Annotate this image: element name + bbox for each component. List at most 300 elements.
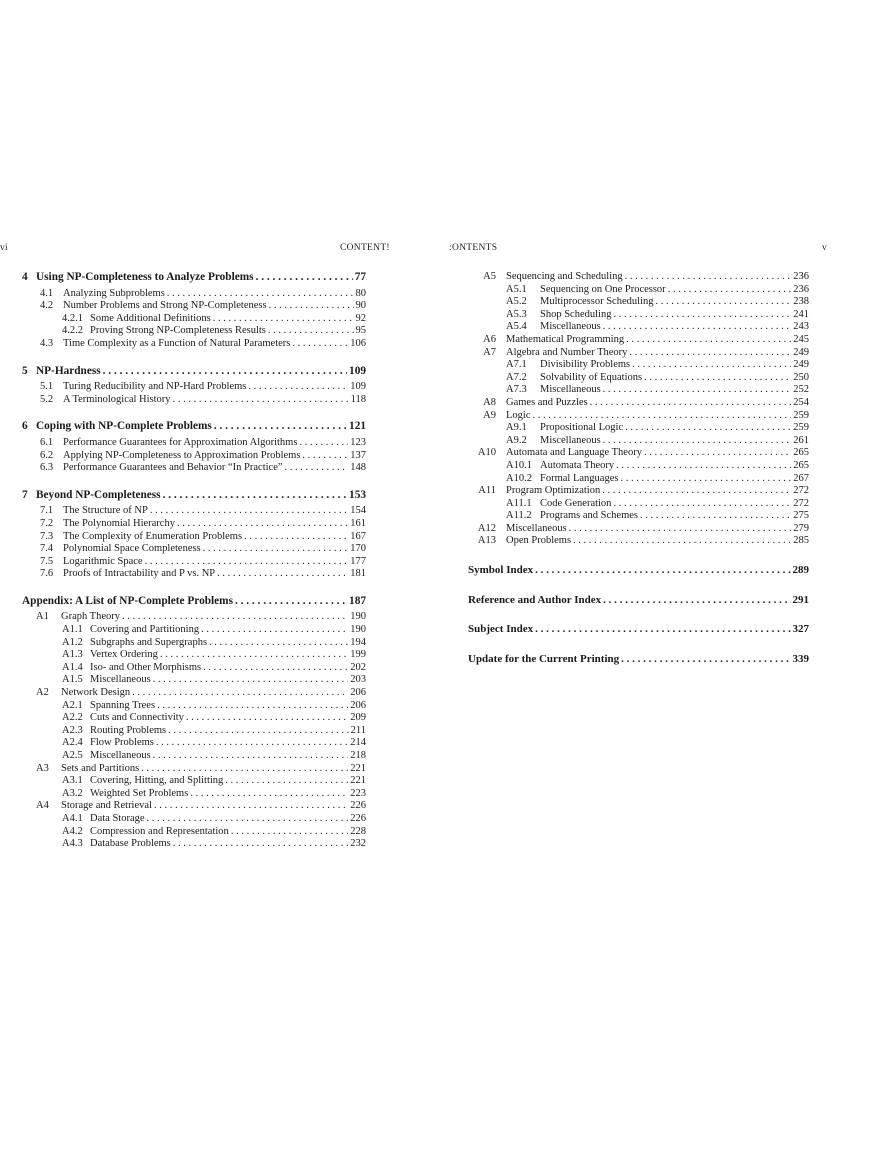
- dot-leader: [603, 321, 792, 334]
- toc-entry-a7-1: [468, 359, 809, 372]
- toc-entry-a1-4: [22, 662, 366, 675]
- toc-entry-title: Using NP-Completeness to Analyze Problems: [36, 271, 254, 283]
- dot-leader: [603, 594, 790, 607]
- toc-entry-a4: [22, 800, 366, 813]
- toc-entry-a5-4: [468, 321, 809, 334]
- toc-entry-number: A7: [483, 346, 496, 358]
- toc-entry-5-2: [22, 394, 366, 407]
- toc-entry-page: 177: [350, 555, 366, 567]
- toc-right-column: [468, 271, 809, 665]
- toc-entry-title: Open Problems: [506, 535, 572, 547]
- toc-entry-page: 109: [349, 364, 366, 377]
- toc-entry-title: Logarithmic Space: [63, 555, 143, 567]
- toc-entry-page: 279: [793, 522, 809, 534]
- toc-entry-5-1: [22, 381, 366, 394]
- toc-entry-number: 7.6: [40, 568, 54, 580]
- toc-entry-number: A9.1: [506, 422, 527, 434]
- dot-leader: [153, 750, 349, 763]
- toc-entry-number: 7.3: [40, 530, 54, 542]
- dot-leader: [154, 800, 348, 813]
- toc-entry-page: 265: [793, 459, 809, 471]
- dot-leader: [214, 420, 347, 433]
- toc-entry-number: A10.2: [506, 472, 532, 484]
- toc-entry-a13: [468, 535, 809, 548]
- toc-entry-number: A13: [477, 535, 496, 547]
- toc-entry-page: 272: [793, 497, 809, 509]
- toc-entry-title: Analyzing Subproblems: [63, 287, 165, 299]
- toc-entry-6-1: [22, 437, 366, 450]
- dot-leader: [299, 437, 348, 450]
- dot-leader: [167, 288, 354, 301]
- dot-leader: [153, 674, 349, 687]
- toc-entry-a11-1: [468, 498, 809, 511]
- dot-leader: [613, 309, 791, 322]
- toc-entry-a4-2: [22, 826, 366, 839]
- dot-leader: [644, 447, 791, 460]
- toc-entry-number: A2.3: [62, 724, 83, 736]
- toc-entry-page: 202: [350, 661, 366, 673]
- toc-entry-4-2-2: [22, 325, 366, 338]
- toc-entry-number: A10: [477, 447, 496, 459]
- dot-leader: [203, 662, 348, 675]
- dot-leader: [285, 462, 349, 475]
- toc-entry-number: 7: [22, 488, 28, 501]
- toc-entry-number: 4.1: [40, 287, 54, 299]
- toc-entry-a2-2: [22, 712, 366, 725]
- toc-entry-page: 267: [793, 472, 809, 484]
- toc-entry-title: Program Optimization: [506, 485, 601, 497]
- dot-leader: [244, 531, 348, 544]
- toc-entry-title: The Polynomial Hierarchy: [63, 517, 175, 529]
- toc-entry-page: 148: [350, 462, 366, 474]
- toc-entry-a4-1: [22, 813, 366, 826]
- toc-entry-title: Mathematical Programming: [506, 333, 625, 345]
- toc-entry-a4-3: [22, 838, 366, 851]
- dot-leader: [625, 271, 792, 284]
- toc-entry-page: 228: [350, 825, 366, 837]
- dot-leader: [629, 347, 791, 360]
- toc-entry-number: A4: [36, 800, 49, 812]
- toc-entry-number: A7.3: [506, 384, 527, 396]
- dot-leader: [668, 284, 792, 297]
- toc-entry-4-2: [22, 300, 366, 313]
- dot-leader: [613, 498, 791, 511]
- toc-entry-a2-5: [22, 750, 366, 763]
- toc-entry-5: [22, 365, 366, 378]
- toc-entry-page: 206: [350, 699, 366, 711]
- toc-entry-title: Proofs of Intractability and P vs. NP: [63, 568, 216, 580]
- toc-entry-4: [22, 271, 366, 284]
- dot-leader: [157, 700, 348, 713]
- toc-entry-title: Appendix: A List of NP-Complete Problems: [22, 594, 233, 607]
- toc-entry-a2-1: [22, 700, 366, 713]
- toc-entry-title: Weighted Set Problems: [90, 787, 189, 799]
- dot-leader: [141, 763, 348, 776]
- toc-entry-a12: [468, 523, 809, 536]
- toc-entry-number: 6.2: [40, 449, 54, 461]
- back-matter-entry: [468, 564, 809, 577]
- toc-entry-page: 226: [350, 800, 366, 812]
- toc-entry-number: A9: [483, 409, 496, 421]
- dot-leader: [644, 372, 791, 385]
- toc-entry-a5-1: [468, 284, 809, 297]
- toc-entry-page: 167: [350, 530, 366, 542]
- toc-entry-title: Solvability of Equations: [540, 371, 643, 383]
- toc-entry-title: Spanning Trees: [90, 699, 156, 711]
- toc-entry-7-2: [22, 518, 366, 531]
- toc-entry-page: 92: [355, 312, 366, 324]
- toc-entry-page: 137: [350, 449, 366, 461]
- toc-entry-page: 272: [793, 485, 809, 497]
- toc-entry-title: Applying NP-Completeness to Approximation Problems: [63, 449, 301, 461]
- toc-entry-title: Time Complexity as a Function of Natural Parameters: [63, 337, 291, 349]
- toc-entry-title: Compression and Representation: [90, 825, 229, 837]
- toc-entry-page: 77: [354, 271, 366, 283]
- toc-entry-page: 265: [793, 447, 809, 459]
- toc-entry-page: 109: [350, 381, 366, 393]
- toc-entry-title: Graph Theory: [61, 611, 120, 623]
- dot-leader: [217, 568, 348, 581]
- toc-entry-page: 95: [355, 325, 366, 337]
- toc-entry-7-1: [22, 505, 366, 518]
- toc-entry-a3-2: [22, 788, 366, 801]
- toc-entry-number: 6: [22, 420, 28, 433]
- toc-entry-page: 211: [350, 724, 366, 736]
- toc-entry-page: 243: [793, 321, 809, 333]
- dot-leader: [213, 313, 354, 326]
- toc-entry-page: 121: [349, 420, 366, 433]
- toc-entry-title: Miscellaneous: [90, 750, 151, 761]
- toc-entry-title: Coping with NP-Complete Problems: [36, 420, 212, 433]
- toc-entry-number: A11.1: [506, 497, 532, 509]
- toc-entry-page: 118: [350, 393, 366, 405]
- toc-entry-number: 6.1: [40, 436, 54, 448]
- toc-entry-number: A3.1: [62, 775, 83, 787]
- dot-leader: [201, 624, 348, 637]
- dot-leader: [535, 623, 790, 636]
- toc-entry-title: Network Design: [61, 687, 131, 699]
- toc-entry-title: Sets and Partitions: [61, 762, 140, 774]
- toc-entry-number: A1.1: [62, 624, 83, 636]
- toc-entry-title: Covering and Partitioning: [90, 624, 200, 636]
- toc-entry-page: 90: [355, 300, 366, 312]
- dot-leader: [235, 595, 347, 608]
- toc-entry-a11-2: [468, 510, 809, 523]
- toc-entry-title: Subgraphs and Supergraphs: [90, 636, 208, 648]
- toc-entry-number: 5.1: [40, 381, 54, 393]
- toc-entry-a2-4: [22, 737, 366, 750]
- toc-back-matter: [468, 564, 809, 665]
- toc-entry-page: 218: [350, 750, 366, 761]
- toc-entry-a5-3: [468, 309, 809, 322]
- toc-entry-page: 250: [793, 371, 809, 383]
- toc-entry-number: 6.3: [40, 462, 54, 474]
- toc-entry-page: 106: [350, 337, 366, 349]
- toc-entry-page: 252: [793, 384, 809, 396]
- toc-entry-title: Vertex Ordering: [90, 649, 158, 661]
- toc-entry-a5: [468, 271, 809, 284]
- toc-entry-title: Database Problems: [90, 838, 171, 850]
- toc-entry-4-1: [22, 288, 366, 301]
- back-matter-page: 327: [792, 623, 809, 636]
- back-matter-page: 339: [792, 652, 809, 665]
- toc-entry-number: A1.4: [62, 661, 83, 673]
- toc-entry-a2: [22, 687, 366, 700]
- toc-entry-title: Some Additional Definitions: [90, 312, 211, 324]
- toc-entry-title: Miscellaneous: [540, 321, 601, 333]
- toc-entry-number: A12: [477, 522, 496, 534]
- dot-leader: [620, 473, 791, 486]
- toc-entry-page: 236: [793, 283, 809, 295]
- dot-leader: [603, 435, 792, 448]
- left-running-head: CONTENT!: [340, 243, 390, 253]
- toc-entry-number: 7.1: [40, 505, 54, 517]
- toc-appendix-continued: [468, 271, 809, 548]
- toc-entry-number: A7.2: [506, 371, 527, 383]
- dot-leader: [632, 359, 791, 372]
- dot-leader: [103, 365, 347, 378]
- back-matter-entry: [468, 594, 809, 607]
- toc-entry-title: Shop Scheduling: [540, 308, 612, 320]
- toc-entry-number: A1.5: [62, 674, 83, 686]
- dot-leader: [655, 296, 791, 309]
- toc-entry-page: 238: [793, 296, 809, 308]
- toc-entry-number: A5.1: [506, 283, 527, 295]
- toc-entry-number: A11: [478, 485, 496, 497]
- right-running-head: :ONTENTS: [449, 243, 498, 253]
- toc-entry-title: Routing Problems: [90, 724, 167, 736]
- toc-entry-number: 7.4: [40, 543, 54, 555]
- toc-entry-page: 209: [350, 712, 366, 724]
- back-matter-title: Subject Index: [468, 623, 534, 636]
- toc-entry-title: Automata Theory: [540, 459, 615, 471]
- toc-entry-page: 190: [350, 624, 366, 636]
- toc-entry-number: A7.1: [506, 359, 527, 371]
- toc-entry-title: The Complexity of Enumeration Problems: [63, 530, 243, 542]
- toc-entry-number: A2: [36, 687, 49, 699]
- dot-leader: [225, 775, 348, 788]
- toc-entry-page: 190: [350, 611, 366, 623]
- toc-entry-number: A2.2: [62, 712, 83, 724]
- toc-entry-number: A2.4: [62, 737, 83, 749]
- toc-entry-page: 221: [350, 775, 366, 787]
- dot-leader: [603, 384, 792, 397]
- toc-entry-number: 4.2: [40, 300, 54, 312]
- toc-entry-title: Covering, Hitting, and Splitting: [90, 775, 224, 787]
- back-matter-page: 289: [792, 564, 809, 577]
- toc-entry-a3-1: [22, 775, 366, 788]
- toc-entry-page: 259: [793, 422, 809, 434]
- toc-entry-page: 181: [350, 568, 366, 580]
- toc-entry-title: Performance Guarantees for Approximation Algorithms: [63, 436, 298, 448]
- toc-entry-page: 285: [793, 535, 809, 547]
- toc-entry-page: 249: [793, 346, 809, 358]
- toc-entry-title: Divisibility Problems: [540, 359, 631, 371]
- toc-entry-a9: [468, 410, 809, 423]
- toc-entry-page: 194: [350, 636, 366, 648]
- toc-entry-page: 187: [349, 594, 366, 607]
- toc-entry-number: 4.3: [40, 337, 54, 349]
- dot-leader: [625, 422, 791, 435]
- toc-entry-title: Programs and Schemes: [540, 510, 638, 522]
- back-matter-title: Update for the Current Printing: [468, 652, 620, 665]
- toc-entry-page: 203: [350, 674, 366, 686]
- dot-leader: [122, 611, 348, 624]
- toc-entry-number: A2.5: [62, 750, 83, 761]
- dot-leader: [640, 510, 791, 523]
- toc-entry-number: A1.2: [62, 636, 83, 648]
- toc-entry-4-2-1: [22, 313, 366, 326]
- toc-entry-number: A4.3: [62, 838, 83, 850]
- toc-entry-page: 249: [793, 359, 809, 371]
- dot-leader: [160, 649, 348, 662]
- toc-entry-title: Proving Strong NP-Completeness Results: [90, 325, 266, 337]
- toc-entry-number: A2.1: [62, 699, 83, 711]
- toc-entry-page: 123: [350, 436, 366, 448]
- toc-entry-number: A5.4: [506, 321, 527, 333]
- toc-entry-page: 154: [350, 505, 366, 517]
- toc-entry-title: Sequencing on One Processor: [540, 283, 666, 295]
- dot-leader: [203, 543, 349, 556]
- toc-entry-title: Miscellaneous: [540, 434, 601, 446]
- toc-entry-number: A11.2: [506, 510, 532, 522]
- toc-entry-page: 275: [793, 510, 809, 522]
- toc-entry-a11: [468, 485, 809, 498]
- dot-leader: [231, 826, 348, 839]
- dot-leader: [292, 338, 348, 351]
- toc-entry-7-4: [22, 543, 366, 556]
- dot-leader: [150, 505, 348, 518]
- toc-entry-number: A5.3: [506, 308, 527, 320]
- toc-entry-a6: [468, 334, 809, 347]
- toc-entry-a1: [22, 611, 366, 624]
- toc-entry-number: 4.2.2: [62, 325, 83, 337]
- dot-leader: [177, 518, 348, 531]
- dot-leader: [302, 450, 348, 463]
- dot-leader: [256, 271, 353, 284]
- toc-entry-7-6: [22, 568, 366, 581]
- toc-entry-page: 214: [350, 737, 366, 749]
- toc-entry-a1-1: [22, 624, 366, 637]
- toc-entry-number: 4.2.1: [62, 312, 83, 324]
- toc-entry-title: Formal Languages: [540, 472, 619, 484]
- dot-leader: [145, 556, 349, 569]
- toc-entry-a9-1: [468, 422, 809, 435]
- toc-entry-number: A1.3: [62, 649, 83, 661]
- toc-entry-page: 223: [350, 787, 366, 799]
- toc-entry-title: Cuts and Connectivity: [90, 712, 184, 724]
- toc-entry-title: Data Storage: [90, 812, 145, 824]
- toc-entry-4-3: [22, 338, 366, 351]
- dot-leader: [269, 300, 354, 313]
- toc-entry-title: Turing Reducibility and NP-Hard Problems: [63, 381, 247, 393]
- toc-entry-page: 226: [350, 812, 366, 824]
- toc-entry-6: [22, 420, 366, 433]
- toc-entry-number: A8: [483, 396, 496, 408]
- dot-leader: [173, 838, 348, 851]
- dot-leader: [616, 460, 791, 473]
- toc-entry-number: A5: [483, 271, 496, 282]
- left-page-number: vi: [0, 243, 8, 253]
- toc-entry-number: A6: [483, 333, 496, 345]
- dot-leader: [168, 725, 348, 738]
- toc-entry-page: 80: [355, 287, 366, 299]
- toc-entry-a1-5: [22, 674, 366, 687]
- dot-leader: [209, 637, 348, 650]
- toc-entry-a10-2: [468, 473, 809, 486]
- toc-entry-page: 254: [793, 396, 809, 408]
- toc-entry-number: A10.1: [506, 459, 532, 471]
- toc-entry-a1-3: [22, 649, 366, 662]
- back-matter-entry: [468, 623, 809, 636]
- dot-leader: [156, 737, 348, 750]
- dot-leader: [535, 564, 790, 577]
- right-page-number: v: [822, 243, 828, 253]
- toc-entry-page: 206: [350, 687, 366, 699]
- toc-entry-number: 5: [22, 364, 28, 377]
- dot-leader: [533, 410, 792, 423]
- toc-entry-title: Miscellaneous: [506, 522, 567, 534]
- dot-leader: [163, 489, 347, 502]
- toc-entry-a2-3: [22, 725, 366, 738]
- toc-entry-page: 245: [793, 333, 809, 345]
- dot-leader: [190, 788, 348, 801]
- toc-entry-title: Miscellaneous: [540, 384, 601, 396]
- toc-entry-page: 236: [793, 271, 809, 282]
- dot-leader: [186, 712, 348, 725]
- toc-entry-number: A5.2: [506, 296, 527, 308]
- toc-entry-title: Performance Guarantees and Behavior “In Practice”: [63, 462, 283, 474]
- dot-leader: [173, 394, 349, 407]
- toc-entry-number: 7.2: [40, 517, 54, 529]
- dot-leader: [268, 325, 354, 338]
- toc-entry-page: 153: [349, 488, 366, 501]
- toc-entry-title: Storage and Retrieval: [61, 800, 152, 812]
- toc-entry-a7: [468, 347, 809, 360]
- toc-entry-number: A3.2: [62, 787, 83, 799]
- toc-entry-appendix: [22, 595, 366, 608]
- toc-entry-number: 7.5: [40, 555, 54, 567]
- dot-leader: [132, 687, 348, 700]
- toc-entry-title: Polynomial Space Completeness: [63, 543, 201, 555]
- dot-leader: [573, 535, 791, 548]
- toc-entry-a3: [22, 763, 366, 776]
- toc-entry-page: 170: [350, 543, 366, 555]
- toc-entry-number: 4: [22, 271, 28, 283]
- toc-entry-a10: [468, 447, 809, 460]
- toc-entry-title: A Terminological History: [63, 393, 171, 405]
- toc-entry-title: Games and Puzzles: [506, 396, 588, 408]
- back-matter-title: Symbol Index: [468, 564, 534, 577]
- toc-entry-a8: [468, 397, 809, 410]
- toc-entry-title: Propositional Logic: [540, 422, 624, 434]
- toc-entry-page: 221: [350, 762, 366, 774]
- toc-entry-number: A9.2: [506, 434, 527, 446]
- toc-entry-a1-2: [22, 637, 366, 650]
- toc-entry-7: [22, 489, 366, 502]
- toc-entry-title: Iso- and Other Morphisms: [90, 661, 202, 673]
- toc-entry-title: Beyond NP-Completeness: [36, 488, 161, 501]
- toc-entry-title: NP-Hardness: [36, 364, 101, 377]
- dot-leader: [626, 334, 791, 347]
- back-matter-title: Reference and Author Index: [468, 593, 602, 606]
- toc-entry-number: A4.1: [62, 812, 83, 824]
- toc-entry-title: Miscellaneous: [90, 674, 151, 686]
- toc-entry-page: 199: [350, 649, 366, 661]
- toc-entry-6-3: [22, 462, 366, 475]
- toc-entry-a5-2: [468, 296, 809, 309]
- toc-entry-page: 241: [793, 308, 809, 320]
